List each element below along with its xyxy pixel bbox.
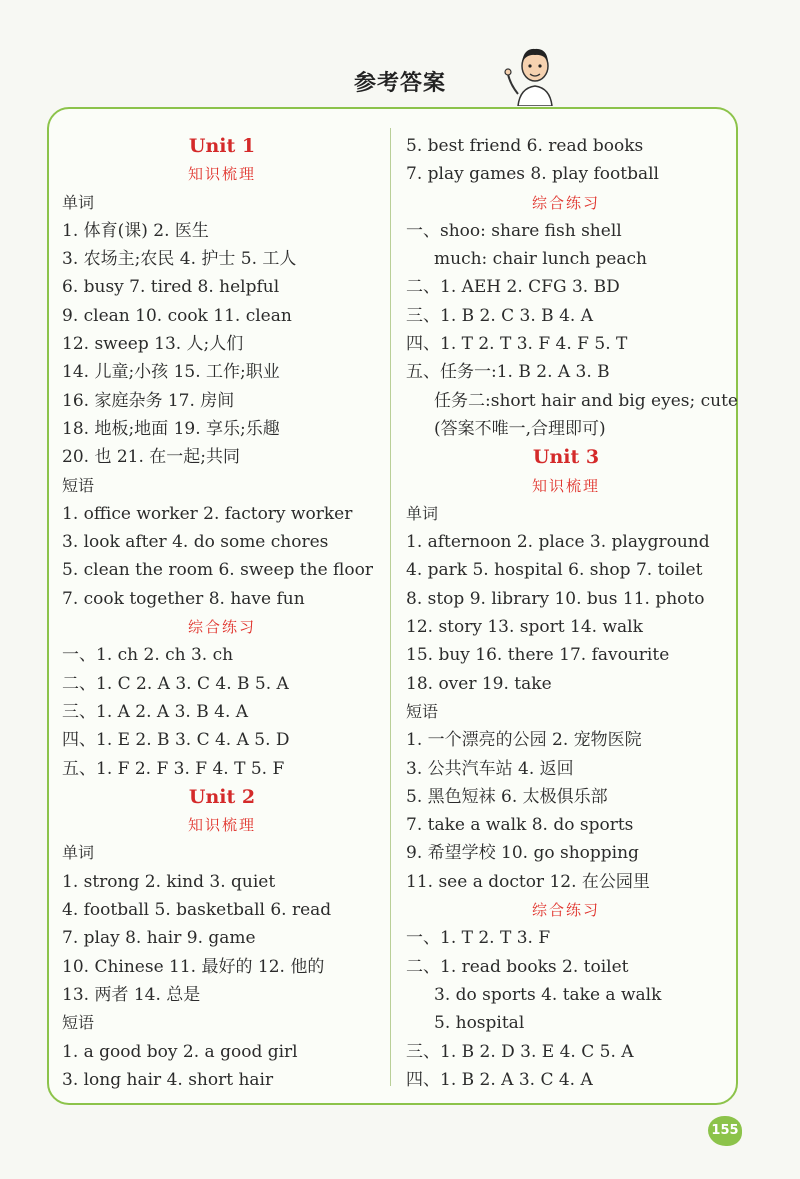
page-title: 参考答案 — [353, 71, 446, 96]
answer-line: 7. cook together 8. have fun — [62, 588, 305, 609]
answer-line: 5. best friend 6. read books — [406, 136, 644, 156]
answer-line: 三、1. A 2. A 3. B 4. A — [62, 701, 249, 722]
category-label: 短语 — [62, 1013, 95, 1033]
answer-line: 10. Chinese 11. 最好的 12. 他的 — [62, 956, 325, 977]
section-heading: 综合练习 — [187, 618, 256, 637]
page-number-badge: 155 — [708, 1116, 742, 1146]
answer-line: 18. over 19. take — [406, 673, 552, 694]
answer-line: 13. 两者 14. 总是 — [62, 984, 201, 1005]
answer-line: 3. long hair 4. short hair — [62, 1069, 274, 1090]
answer-line: 1. a good boy 2. a good girl — [62, 1041, 298, 1062]
answer-line: 一、shoo: share fish shell — [406, 220, 622, 241]
answer-line: 一、1. ch 2. ch 3. ch — [62, 645, 234, 666]
answer-line: 6. busy 7. tired 8. helpful — [62, 277, 280, 298]
answer-line: 五、1. F 2. F 3. F 4. T 5. F — [62, 758, 285, 779]
answer-line: 20. 也 21. 在一起;共同 — [62, 447, 241, 468]
answer-line: 4. park 5. hospital 6. shop 7. toilet — [406, 560, 703, 581]
category-label: 单词 — [62, 192, 95, 212]
answer-line: 1. 体育(课) 2. 医生 — [62, 220, 209, 241]
left-column — [62, 132, 382, 1094]
answer-line: 5. 黑色短袜 6. 太极俱乐部 — [406, 786, 608, 807]
category-label: 单词 — [62, 843, 95, 863]
answer-line: 14. 儿童;小孩 15. 工作;职业 — [62, 362, 280, 383]
answer-line: 四、1. B 2. A 3. C 4. A — [406, 1069, 593, 1090]
unit-heading: Unit 1 — [188, 135, 256, 157]
answer-line: 12. story 13. sport 14. walk — [406, 617, 643, 638]
answer-line: 1. strong 2. kind 3. quiet — [62, 871, 276, 892]
answer-line: (答案不唯一,合理即可) — [434, 418, 606, 439]
answer-line: 三、1. B 2. D 3. E 4. C 5. A — [406, 1041, 634, 1062]
answer-line: 8. stop 9. library 10. bus 11. photo — [406, 588, 705, 609]
category-label: 短语 — [406, 701, 439, 721]
answer-line: 12. sweep 13. 人;人们 — [62, 334, 244, 355]
answer-line: 3. 公共汽车站 4. 返回 — [406, 758, 574, 779]
category-label: 短语 — [62, 475, 95, 495]
answer-line: 1. afternoon 2. place 3. playground — [406, 532, 710, 553]
answer-line: 5. hospital — [434, 1013, 525, 1034]
section-heading: 综合练习 — [531, 901, 600, 920]
section-heading: 知识梳理 — [531, 476, 600, 495]
answer-line: 1. 一个漂亮的公园 2. 宠物医院 — [406, 730, 642, 751]
answer-line: 7. take a walk 8. do sports — [406, 815, 634, 836]
answer-line: 3. do sports 4. take a walk — [434, 984, 662, 1005]
section-heading: 知识梳理 — [187, 816, 256, 835]
answer-line: 18. 地板;地面 19. 享乐;乐趣 — [62, 418, 280, 439]
answer-line: much: chair lunch peach — [434, 249, 647, 270]
answer-line: 四、1. T 2. T 3. F 4. F 5. T — [406, 334, 628, 355]
answer-line: 3. look after 4. do some chores — [62, 532, 329, 553]
answer-line: 7. play games 8. play football — [406, 164, 659, 185]
answer-line: 二、1. read books 2. toilet — [406, 956, 629, 977]
right-column — [406, 132, 738, 1094]
category-label: 单词 — [406, 503, 439, 523]
answer-line: 9. clean 10. cook 11. clean — [62, 305, 292, 326]
boy-mascot-icon — [500, 36, 570, 106]
answer-line: 四、1. E 2. B 3. C 4. A 5. D — [62, 730, 290, 751]
answer-line: 任务二:short hair and big eyes; cute — [434, 390, 738, 411]
answer-line: 1. office worker 2. factory worker — [62, 503, 353, 524]
unit-heading: Unit 3 — [532, 446, 600, 469]
unit-heading: Unit 2 — [188, 785, 256, 808]
answer-line: 5. clean the room 6. sweep the floor — [62, 560, 373, 581]
answer-line: 二、1. C 2. A 3. C 4. B 5. A — [62, 673, 289, 694]
answer-line: 五、任务一:1. B 2. A 3. B — [406, 362, 610, 383]
answer-line: 4. football 5. basketball 6. read — [62, 900, 332, 921]
answer-line: 11. see a doctor 12. 在公园里 — [406, 871, 650, 892]
answer-line: 3. 农场主;农民 4. 护士 5. 工人 — [62, 249, 297, 270]
section-heading: 综合练习 — [531, 193, 600, 212]
answer-line: 7. play 8. hair 9. game — [62, 928, 256, 949]
answer-line: 一、1. T 2. T 3. F — [406, 928, 551, 949]
section-heading: 知识梳理 — [187, 165, 256, 184]
answer-line: 16. 家庭杂务 17. 房间 — [62, 390, 235, 411]
answer-line: 三、1. B 2. C 3. B 4. A — [406, 305, 593, 326]
answer-line: 二、1. AEH 2. CFG 3. BD — [406, 277, 620, 298]
answer-line: 15. buy 16. there 17. favourite — [406, 645, 670, 666]
column-divider — [390, 128, 391, 1086]
answer-line: 9. 希望学校 10. go shopping — [406, 843, 639, 864]
